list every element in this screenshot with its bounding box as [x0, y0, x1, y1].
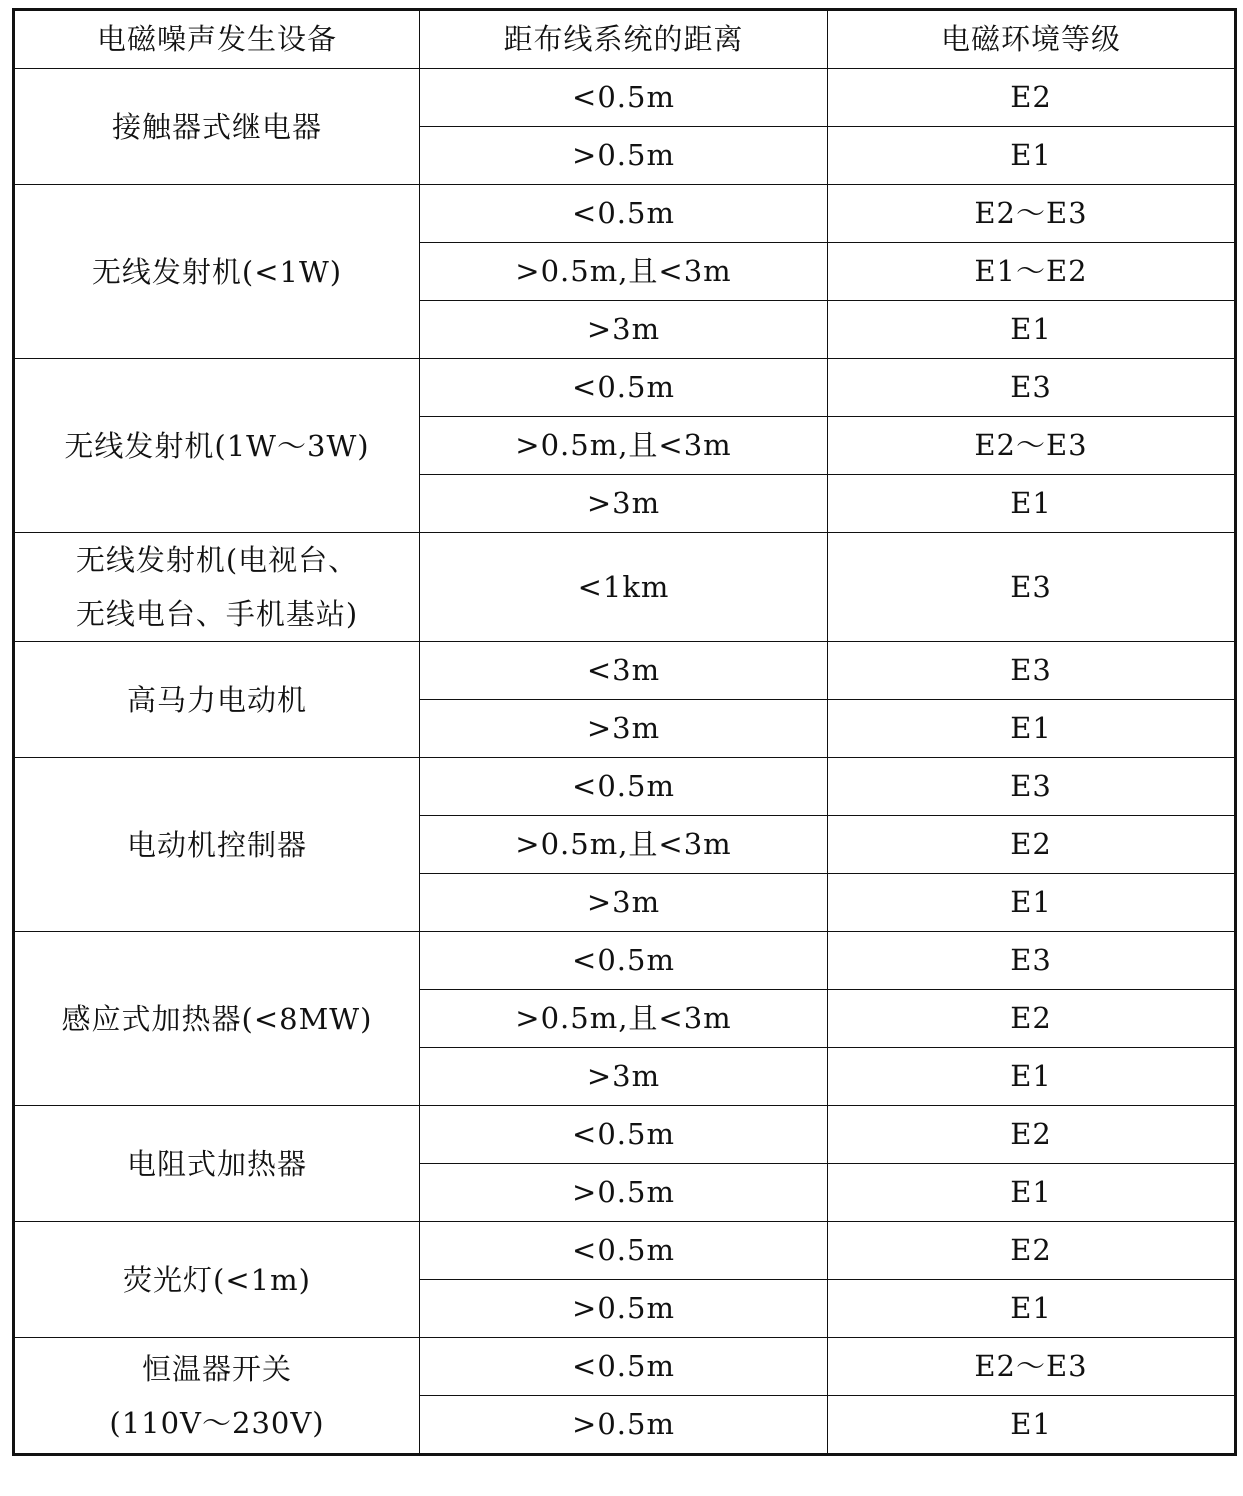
- level-cell: E1～E2: [828, 243, 1236, 301]
- distance-cell: >3m: [420, 475, 828, 533]
- distance-cell: >3m: [420, 1048, 828, 1106]
- device-name-line: 接触器式继电器: [111, 109, 322, 144]
- level-cell: E1: [828, 301, 1236, 359]
- level-cell: E2: [828, 1222, 1236, 1280]
- header-device: 电磁噪声发生设备: [14, 10, 420, 69]
- level-cell: E1: [828, 1280, 1236, 1338]
- level-cell: E2～E3: [828, 1338, 1236, 1396]
- table-row: [14, 642, 1236, 700]
- level-cell: E3: [828, 359, 1236, 417]
- distance-cell: <0.5m: [420, 185, 828, 243]
- emc-table: [12, 8, 1237, 1456]
- device-name-line: 荧光灯(<1m): [123, 1262, 311, 1297]
- device-cell: [14, 758, 420, 932]
- device-name-line: 无线发射机(<1W): [91, 254, 343, 289]
- distance-cell: <1km: [420, 533, 828, 642]
- level-cell: E2: [828, 1106, 1236, 1164]
- distance-cell: >3m: [420, 874, 828, 932]
- distance-cell: <0.5m: [420, 69, 828, 127]
- level-cell: E1: [828, 700, 1236, 758]
- distance-cell: >0.5m,且<3m: [420, 990, 828, 1048]
- device-name-line: 无线发射机(电视台、: [75, 543, 359, 577]
- distance-cell: <0.5m: [420, 932, 828, 990]
- table-row: [14, 533, 1236, 642]
- level-cell: E1: [828, 874, 1236, 932]
- distance-cell: <0.5m: [420, 359, 828, 417]
- level-cell: E3: [828, 642, 1236, 700]
- distance-cell: <0.5m: [420, 758, 828, 816]
- device-cell: [14, 1222, 420, 1338]
- distance-cell: >0.5m: [420, 127, 828, 185]
- header-level: 电磁环境等级: [828, 10, 1236, 69]
- header-row: [14, 10, 1236, 69]
- header-distance: 距布线系统的距离: [420, 10, 828, 69]
- device-name-line: 无线发射机(1W～3W): [64, 428, 370, 463]
- distance-cell: <0.5m: [420, 1106, 828, 1164]
- level-cell: E2: [828, 816, 1236, 874]
- level-cell: E1: [828, 1048, 1236, 1106]
- device-name-line: 高马力电动机: [126, 682, 307, 717]
- level-cell: E3: [828, 533, 1236, 642]
- distance-cell: >0.5m,且<3m: [420, 417, 828, 475]
- distance-cell: >3m: [420, 700, 828, 758]
- device-cell: [14, 932, 420, 1106]
- table-row: [14, 758, 1236, 816]
- level-cell: E2～E3: [828, 417, 1236, 475]
- distance-cell: <0.5m: [420, 1338, 828, 1396]
- device-cell: [14, 642, 420, 758]
- distance-cell: >3m: [420, 301, 828, 359]
- level-cell: E1: [828, 127, 1236, 185]
- table-row: [14, 185, 1236, 243]
- level-cell: E3: [828, 758, 1236, 816]
- distance-cell: <0.5m: [420, 1222, 828, 1280]
- table-row: [14, 932, 1236, 990]
- device-name-line: (110V～230V): [109, 1405, 325, 1440]
- distance-cell: >0.5m,且<3m: [420, 816, 828, 874]
- device-name-line: 电阻式加热器: [126, 1146, 307, 1181]
- device-name-line: 电动机控制器: [126, 827, 307, 862]
- table-row: [14, 1338, 1236, 1396]
- level-cell: E3: [828, 932, 1236, 990]
- device-cell: [14, 1338, 420, 1455]
- device-cell: [14, 359, 420, 533]
- level-cell: E2: [828, 990, 1236, 1048]
- level-cell: E1: [828, 1396, 1236, 1455]
- distance-cell: <3m: [420, 642, 828, 700]
- table-body: [14, 69, 1236, 1455]
- distance-cell: >0.5m,且<3m: [420, 243, 828, 301]
- distance-cell: >0.5m: [420, 1164, 828, 1222]
- distance-cell: >0.5m: [420, 1396, 828, 1455]
- device-cell: [14, 1106, 420, 1222]
- device-name-line: 感应式加热器(<8MW): [61, 1001, 373, 1036]
- table-row: [14, 69, 1236, 127]
- device-cell: [14, 185, 420, 359]
- device-name-line: 恒温器开关: [141, 1351, 292, 1386]
- level-cell: E1: [828, 1164, 1236, 1222]
- device-cell: [14, 533, 420, 642]
- table-row: [14, 359, 1236, 417]
- level-cell: E2: [828, 69, 1236, 127]
- device-cell: [14, 69, 420, 185]
- table-row: [14, 1222, 1236, 1280]
- distance-cell: >0.5m: [420, 1280, 828, 1338]
- device-name-line: 无线电台、手机基站): [75, 597, 359, 631]
- level-cell: E2～E3: [828, 185, 1236, 243]
- table-row: [14, 1106, 1236, 1164]
- level-cell: E1: [828, 475, 1236, 533]
